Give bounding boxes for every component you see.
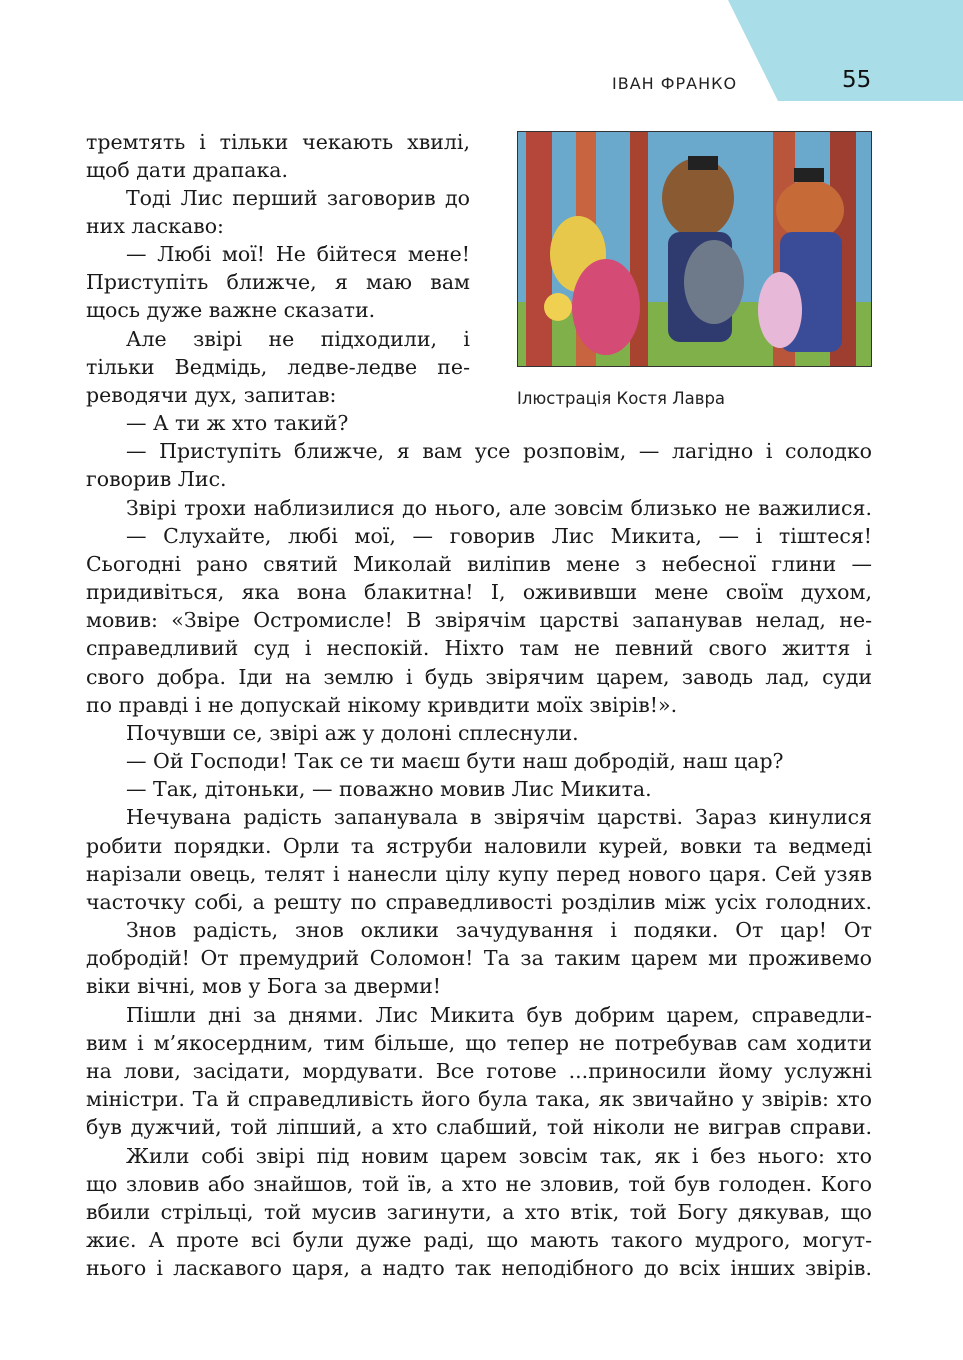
text-line: Почувши се, звірі аж у долоні сплеснули. — [126, 721, 579, 745]
text-line: говорив Лис. — [86, 467, 227, 491]
text-line: Пішли дні за днями. Лис Микита був добрим царем, справедли- — [126, 1003, 872, 1027]
text-line: був дужчий, той ліпший, а хто слабший, той ніколи не виграв справи. — [86, 1115, 872, 1139]
illustration-caption: Ілюстрація Костя Лавра — [517, 389, 726, 408]
text-line: мовив: «Звіре Остромисле! В звірячім царстві запанував нелад, не- — [86, 608, 872, 632]
text-line: віки вічні, мов у Бога за дверми! — [86, 974, 441, 998]
header-accent-band — [0, 0, 963, 102]
text-line: них ласкаво: — [86, 214, 224, 238]
text-line: — А ти ж хто такий? — [126, 411, 349, 435]
text-line: по правді і не допускай нікому кривдити моїх звірів!». — [86, 693, 678, 717]
text-line: добродій! От премудрий Соломон! Та за таким царем ми проживемо — [86, 946, 872, 970]
text-line: — Любі мої! Не бійтеся мене! — [126, 242, 470, 266]
text-line: міністри. Та й справедливість його була така, як звичайно у звірів: хто — [86, 1087, 872, 1111]
text-line: придивіться, яка вона блакитна! І, ожививши мене своїм духом, — [86, 580, 872, 604]
story-illustration — [517, 131, 872, 367]
text-line: щоб дати драпака. — [86, 158, 289, 182]
text-line: тремтять і тільки чекають хвилі, — [86, 130, 470, 154]
text-line: нього і ласкавого царя, а надто так неподібного до всіх інших звірів. — [86, 1256, 872, 1280]
text-line: Приступіть ближче, я маю вам — [86, 270, 470, 294]
page-number: 55 — [842, 67, 872, 93]
text-line: Але звірі не підходили, і — [126, 327, 470, 351]
text-line: вбили стрільці, той мусив загинути, а хто втік, той Богу дякував, що — [86, 1200, 872, 1224]
text-line: Сьогодні рано святий Миколай виліпив мене з небесної глини — — [86, 552, 872, 576]
text-line: що зловив або знайшов, той їв, а хто не зловив, той був голоден. Кого — [86, 1172, 872, 1196]
text-line: справедливий суд і неспокій. Ніхто там не певний свого життя і — [86, 636, 872, 660]
text-line: часточку собі, а решту по справедливості розділив між усіх голодних. — [86, 890, 872, 914]
text-line: — Слухайте, любі мої, — говорив Лис Микита, — і тіштеся! — [126, 524, 872, 548]
text-line: — Приступіть ближче, я вам усе розповім, — лагідно і солодко — [126, 439, 872, 463]
text-line: вим і м’якосердним, тим більше, що тепер не потребував сам ходити — [86, 1031, 872, 1055]
text-line: — Ой Господи! Так се ти маєш бути наш добродій, наш цар? — [126, 749, 784, 773]
text-line: нарізали овець, телят і нанесли цілу купу перед нового царя. Сей узяв — [86, 862, 872, 886]
text-line: реводячи дух, запитав: — [86, 383, 337, 407]
running-title: ІВАН ФРАНКО — [612, 74, 738, 93]
text-line: тільки Ведмідь, ледве-ледве пе- — [86, 355, 470, 379]
text-line: свого добра. Іди на землю і будь звірячим царем, заводь лад, суди — [86, 665, 872, 689]
text-line: Нечувана радість запанувала в звірячім царстві. Зараз кинулися — [126, 805, 872, 829]
text-line: — Так, дітоньки, — поважно мовив Лис Микита. — [126, 777, 652, 801]
text-line: Знов радість, знов оклики зачудування і подяки. От цар! От — [126, 918, 872, 942]
text-line: робити порядки. Орли та яструби наловили курей, вовки та ведмеді — [86, 834, 872, 858]
text-line: на лови, засідати, мордувати. Все готове ...приносили йому услужні — [86, 1059, 872, 1083]
text-line: щось дуже важне сказати. — [86, 298, 376, 322]
text-line: Жили собі звірі під новим царем зовсім так, як і без нього: хто — [126, 1144, 872, 1168]
text-line: жиє. А проте всі були дуже раді, що мають такого мудрого, могут- — [86, 1228, 872, 1252]
text-line: Тоді Лис перший заговорив до — [126, 186, 470, 210]
text-line: Звірі трохи наблизилися до нього, але зовсім близько не важилися. — [126, 496, 872, 520]
